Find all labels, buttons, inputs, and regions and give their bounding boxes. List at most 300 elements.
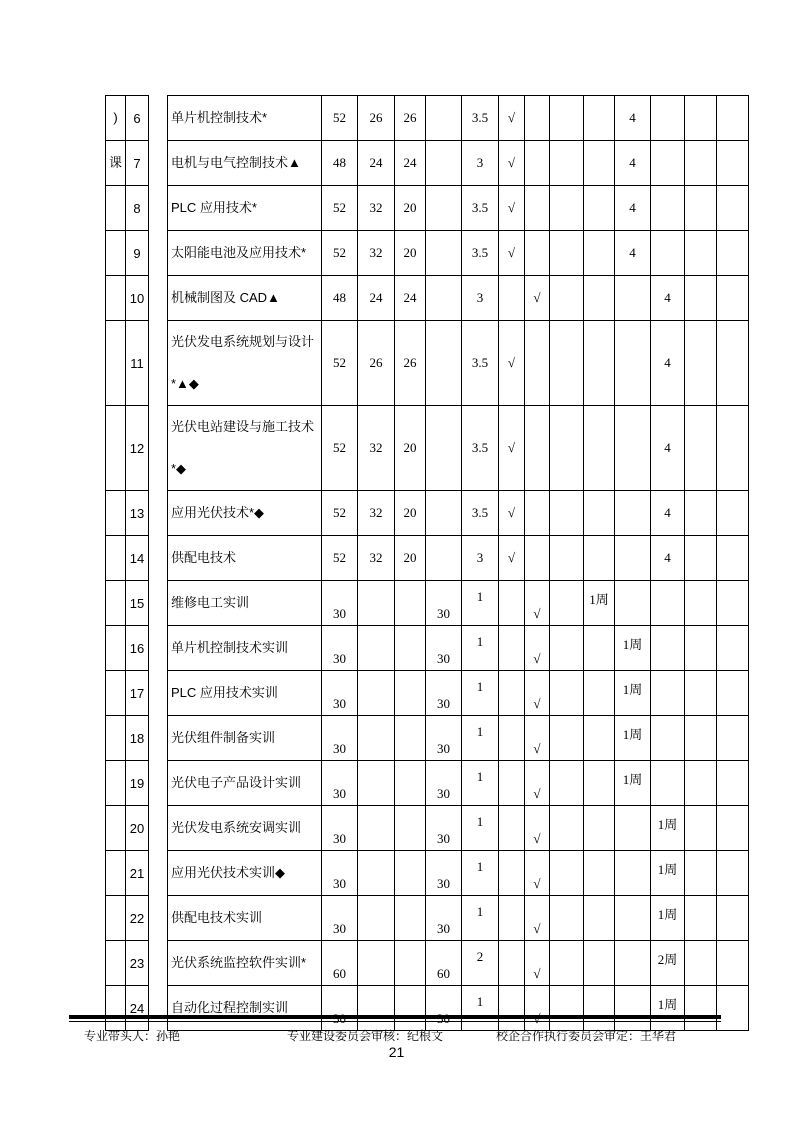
semester-6 <box>717 96 749 141</box>
practice-hours <box>395 671 426 716</box>
semester-1 <box>550 626 584 671</box>
credits: 3 <box>462 141 499 186</box>
practice-hours: 20 <box>395 491 426 536</box>
check-mark <box>525 186 550 231</box>
spacer-cell <box>149 986 168 1031</box>
category-cell <box>106 761 126 806</box>
check-mark-value <box>525 1011 549 1027</box>
category-cell <box>106 941 126 986</box>
total-hours: 52 <box>322 536 358 581</box>
semester-3 <box>615 941 651 986</box>
semester-2 <box>584 491 615 536</box>
total-hours <box>322 986 358 1031</box>
semester-4 <box>651 986 685 1031</box>
semester-5 <box>685 986 717 1031</box>
course-name: PLC 应用技术实训 <box>168 671 322 716</box>
total-hours <box>322 851 358 896</box>
exam-mark: √ <box>499 406 525 491</box>
total-hours-value <box>322 1011 357 1027</box>
semester-3: 4 <box>615 231 651 276</box>
exam-mark <box>499 276 525 321</box>
semester-6 <box>717 231 749 276</box>
check-mark-value: √ <box>533 966 541 981</box>
semester-6 <box>717 491 749 536</box>
semester-5 <box>685 896 717 941</box>
theory-hours <box>358 851 395 896</box>
semester-4 <box>651 626 685 671</box>
total-hours-value: 30 <box>333 606 346 621</box>
spacer-cell <box>149 941 168 986</box>
table-row <box>106 186 749 231</box>
theory-hours <box>358 896 395 941</box>
semester-3 <box>615 986 651 1031</box>
course-number: 9 <box>126 231 149 276</box>
semester-1 <box>550 276 584 321</box>
check-mark <box>525 671 550 716</box>
practice-only-hours-value: 30 <box>437 876 450 891</box>
exam-mark <box>499 581 525 626</box>
practice-only-hours <box>426 716 462 761</box>
semester-2 <box>584 186 615 231</box>
check-mark <box>525 806 550 851</box>
credits <box>462 806 499 851</box>
course-number: 13 <box>126 491 149 536</box>
footer-approve: 校企合作执行委员会审定：王华君 <box>496 1029 677 1043</box>
exam-mark: √ <box>499 141 525 186</box>
semester-1 <box>550 491 584 536</box>
credits <box>462 941 499 986</box>
semester-1 <box>550 761 584 806</box>
exam-mark <box>499 626 525 671</box>
semester-1 <box>550 896 584 941</box>
spacer-cell <box>149 406 168 491</box>
semester-2 <box>584 96 615 141</box>
credits: 3.5 <box>462 231 499 276</box>
semester-3 <box>615 491 651 536</box>
check-mark <box>525 406 550 491</box>
table-row <box>106 406 749 491</box>
table-row <box>106 671 749 716</box>
check-mark-value: √ <box>533 786 541 801</box>
semester-5 <box>685 231 717 276</box>
semester-4 <box>651 851 685 896</box>
semester-3 <box>615 276 651 321</box>
semester-4 <box>651 96 685 141</box>
table-row <box>106 716 749 761</box>
practice-hours: 24 <box>395 276 426 321</box>
semester-1 <box>550 806 584 851</box>
course-name: 单片机控制技术实训 <box>168 626 322 671</box>
credits <box>462 896 499 941</box>
course-name: 机械制图及 CAD▲ <box>168 276 322 321</box>
total-hours-value: 30 <box>333 831 346 846</box>
spacer-cell <box>149 761 168 806</box>
semester-1 <box>550 321 584 406</box>
practice-hours: 20 <box>395 231 426 276</box>
semester-5 <box>685 761 717 806</box>
total-hours: 48 <box>322 141 358 186</box>
total-hours: 52 <box>322 406 358 491</box>
semester-4-value: 1周 <box>657 997 678 1012</box>
practice-only-hours <box>426 761 462 806</box>
course-number: 12 <box>126 406 149 491</box>
semester-5 <box>685 141 717 186</box>
check-mark <box>525 231 550 276</box>
practice-hours <box>395 941 426 986</box>
exam-mark <box>499 986 525 1031</box>
spacer-cell <box>149 896 168 941</box>
practice-only-hours-value: 30 <box>437 741 450 756</box>
semester-6 <box>717 581 749 626</box>
semester-4: 4 <box>651 536 685 581</box>
check-mark <box>525 321 550 406</box>
practice-hours: 24 <box>395 141 426 186</box>
semester-1 <box>550 671 584 716</box>
theory-hours <box>358 986 395 1031</box>
check-mark <box>525 96 550 141</box>
table-row <box>106 581 749 626</box>
spacer-cell <box>149 186 168 231</box>
semester-4-value: 1周 <box>657 862 678 877</box>
semester-3 <box>615 536 651 581</box>
semester-5 <box>685 626 717 671</box>
course-name: 供配电技术实训 <box>168 896 322 941</box>
table-row <box>106 141 749 186</box>
category-cell <box>106 276 126 321</box>
course-number: 6 <box>126 96 149 141</box>
spacer-cell <box>149 716 168 761</box>
practice-hours <box>395 806 426 851</box>
semester-2 <box>584 851 615 896</box>
semester-2 <box>584 941 615 986</box>
total-hours <box>322 806 358 851</box>
semester-4 <box>651 581 685 626</box>
page-number: 21 <box>388 1044 405 1060</box>
check-mark <box>525 141 550 186</box>
total-hours: 48 <box>322 276 358 321</box>
course-name: 维修电工实训 <box>168 581 322 626</box>
semester-2 <box>584 536 615 581</box>
practice-hours <box>395 581 426 626</box>
semester-3 <box>615 581 651 626</box>
practice-only-hours <box>426 141 462 186</box>
check-mark: √ <box>525 276 550 321</box>
category-cell <box>106 851 126 896</box>
semester-1 <box>550 406 584 491</box>
semester-3-value: 1周 <box>622 727 643 742</box>
footer-rule-thin <box>69 1021 721 1022</box>
semester-4: 4 <box>651 491 685 536</box>
semester-6 <box>717 671 749 716</box>
semester-1 <box>550 581 584 626</box>
check-mark <box>525 896 550 941</box>
total-hours-value: 30 <box>333 921 346 936</box>
credits-value: 1 <box>476 724 484 739</box>
practice-hours: 26 <box>395 96 426 141</box>
theory-hours: 32 <box>358 491 395 536</box>
check-mark <box>525 581 550 626</box>
semester-5 <box>685 321 717 406</box>
credits-value: 1 <box>476 994 484 1009</box>
course-name: 光伏电子产品设计实训 <box>168 761 322 806</box>
check-mark-value: √ <box>533 696 541 711</box>
semester-3 <box>615 851 651 896</box>
exam-mark <box>499 716 525 761</box>
practice-only-hours <box>426 986 462 1031</box>
total-hours <box>322 896 358 941</box>
total-hours-value: 30 <box>333 651 346 666</box>
course-number: 24 <box>126 986 149 1031</box>
total-hours <box>322 671 358 716</box>
exam-mark: √ <box>499 536 525 581</box>
course-name: 光伏系统监控软件实训* <box>168 941 322 986</box>
spacer-cell <box>149 536 168 581</box>
exam-mark <box>499 761 525 806</box>
semester-2 <box>584 321 615 406</box>
credits-value: 2 <box>476 949 484 964</box>
semester-2 <box>584 581 615 626</box>
theory-hours <box>358 941 395 986</box>
semester-1 <box>550 231 584 276</box>
semester-5 <box>685 851 717 896</box>
credits: 3 <box>462 536 499 581</box>
table-row <box>106 896 749 941</box>
semester-2 <box>584 671 615 716</box>
check-mark <box>525 716 550 761</box>
credits <box>462 851 499 896</box>
semester-3 <box>615 406 651 491</box>
exam-mark: √ <box>499 186 525 231</box>
semester-5 <box>685 806 717 851</box>
theory-hours <box>358 626 395 671</box>
semester-6 <box>717 806 749 851</box>
credits: 3.5 <box>462 186 499 231</box>
course-name: 单片机控制技术* <box>168 96 322 141</box>
semester-5 <box>685 941 717 986</box>
semester-1 <box>550 536 584 581</box>
practice-only-hours <box>426 321 462 406</box>
practice-only-hours <box>426 231 462 276</box>
credits <box>462 671 499 716</box>
semester-6 <box>717 851 749 896</box>
course-number: 14 <box>126 536 149 581</box>
semester-5 <box>685 491 717 536</box>
practice-only-hours <box>426 806 462 851</box>
exam-mark: √ <box>499 231 525 276</box>
course-number: 15 <box>126 581 149 626</box>
spacer-cell <box>149 806 168 851</box>
semester-1 <box>550 141 584 186</box>
credits-value: 1 <box>476 769 484 784</box>
semester-3 <box>615 626 651 671</box>
semester-1 <box>550 941 584 986</box>
semester-2 <box>584 276 615 321</box>
semester-5 <box>685 671 717 716</box>
total-hours <box>322 716 358 761</box>
practice-only-hours-value: 30 <box>437 921 450 936</box>
semester-6 <box>717 986 749 1031</box>
semester-3: 4 <box>615 96 651 141</box>
category-cell <box>106 806 126 851</box>
practice-hours: 20 <box>395 186 426 231</box>
course-name: 太阳能电池及应用技术* <box>168 231 322 276</box>
spacer-cell <box>149 231 168 276</box>
course-name: 应用光伏技术*◆ <box>168 491 322 536</box>
practice-only-hours-value <box>426 1011 461 1027</box>
semester-4 <box>651 141 685 186</box>
practice-only-hours-value: 30 <box>437 651 450 666</box>
spacer-cell <box>149 321 168 406</box>
practice-only-hours-value: 30 <box>437 831 450 846</box>
semester-2 <box>584 406 615 491</box>
exam-mark <box>499 851 525 896</box>
practice-only-hours <box>426 186 462 231</box>
practice-hours: 26 <box>395 321 426 406</box>
semester-2 <box>584 806 615 851</box>
practice-only-hours-value: 30 <box>437 786 450 801</box>
theory-hours: 32 <box>358 186 395 231</box>
practice-hours <box>395 716 426 761</box>
semester-4 <box>651 231 685 276</box>
semester-3 <box>615 806 651 851</box>
total-hours-value: 30 <box>333 876 346 891</box>
course-number: 17 <box>126 671 149 716</box>
table-row <box>106 96 749 141</box>
theory-hours <box>358 581 395 626</box>
credits: 3.5 <box>462 321 499 406</box>
practice-only-hours <box>426 276 462 321</box>
practice-hours: 20 <box>395 406 426 491</box>
table-row <box>106 941 749 986</box>
total-hours-value: 30 <box>333 696 346 711</box>
course-name: 光伏电站建设与施工技术*◆ <box>168 406 322 491</box>
table-row <box>106 986 749 1031</box>
semester-6 <box>717 536 749 581</box>
semester-6 <box>717 321 749 406</box>
practice-only-hours-value: 30 <box>437 696 450 711</box>
credits <box>462 626 499 671</box>
practice-hours: 20 <box>395 536 426 581</box>
practice-only-hours-value: 30 <box>437 606 450 621</box>
category-cell <box>106 716 126 761</box>
semester-4-value: 1周 <box>657 817 678 832</box>
practice-only-hours <box>426 851 462 896</box>
practice-only-hours <box>426 406 462 491</box>
course-name: 光伏发电系统规划与设计*▲◆ <box>168 321 322 406</box>
spacer-cell <box>149 96 168 141</box>
semester-4-value: 1周 <box>657 907 678 922</box>
semester-5 <box>685 96 717 141</box>
course-number: 8 <box>126 186 149 231</box>
check-mark-value: √ <box>533 651 541 666</box>
semester-5 <box>685 581 717 626</box>
check-mark-value: √ <box>533 921 541 936</box>
semester-4 <box>651 941 685 986</box>
category-cell: 课 <box>106 141 126 186</box>
semester-4 <box>651 761 685 806</box>
exam-mark <box>499 941 525 986</box>
category-cell: ) <box>106 96 126 141</box>
course-number: 18 <box>126 716 149 761</box>
check-mark-value: √ <box>533 606 541 621</box>
check-mark <box>525 986 550 1031</box>
total-hours <box>322 626 358 671</box>
practice-only-hours <box>426 536 462 581</box>
practice-only-hours <box>426 896 462 941</box>
spacer-cell <box>149 626 168 671</box>
theory-hours <box>358 761 395 806</box>
table-row <box>106 491 749 536</box>
semester-6 <box>717 761 749 806</box>
semester-3: 4 <box>615 186 651 231</box>
table-row <box>106 276 749 321</box>
semester-3 <box>615 321 651 406</box>
spacer-cell <box>149 581 168 626</box>
check-mark <box>525 851 550 896</box>
total-hours: 52 <box>322 491 358 536</box>
semester-4: 4 <box>651 276 685 321</box>
credits-value: 1 <box>476 904 484 919</box>
practice-only-hours <box>426 491 462 536</box>
practice-hours <box>395 851 426 896</box>
semester-6 <box>717 626 749 671</box>
semester-3-value: 1周 <box>622 682 643 697</box>
exam-mark: √ <box>499 96 525 141</box>
practice-only-hours <box>426 96 462 141</box>
credits-value: 1 <box>476 814 484 829</box>
credits-value: 1 <box>476 634 484 649</box>
credits-value: 1 <box>476 859 484 874</box>
check-mark <box>525 491 550 536</box>
theory-hours <box>358 671 395 716</box>
semester-5 <box>685 716 717 761</box>
category-cell <box>106 321 126 406</box>
table-row <box>106 806 749 851</box>
course-number: 21 <box>126 851 149 896</box>
total-hours: 52 <box>322 321 358 406</box>
course-name: 供配电技术 <box>168 536 322 581</box>
theory-hours: 26 <box>358 321 395 406</box>
category-cell <box>106 406 126 491</box>
semester-4 <box>651 186 685 231</box>
table-row <box>106 761 749 806</box>
semester-6 <box>717 896 749 941</box>
credits-value: 1 <box>476 679 484 694</box>
theory-hours: 32 <box>358 536 395 581</box>
spacer-cell <box>149 141 168 186</box>
semester-4 <box>651 671 685 716</box>
semester-2 <box>584 626 615 671</box>
check-mark <box>525 761 550 806</box>
total-hours-value: 30 <box>333 786 346 801</box>
course-name: PLC 应用技术* <box>168 186 322 231</box>
table-row <box>106 536 749 581</box>
semester-4 <box>651 806 685 851</box>
table-row <box>106 321 749 406</box>
semester-5 <box>685 186 717 231</box>
spacer-cell <box>149 491 168 536</box>
check-mark-value: √ <box>533 741 541 756</box>
practice-hours <box>395 626 426 671</box>
semester-5 <box>685 276 717 321</box>
total-hours: 52 <box>322 231 358 276</box>
check-mark <box>525 626 550 671</box>
theory-hours: 24 <box>358 141 395 186</box>
theory-hours: 32 <box>358 406 395 491</box>
exam-mark: √ <box>499 321 525 406</box>
practice-only-hours <box>426 671 462 716</box>
category-cell <box>106 186 126 231</box>
